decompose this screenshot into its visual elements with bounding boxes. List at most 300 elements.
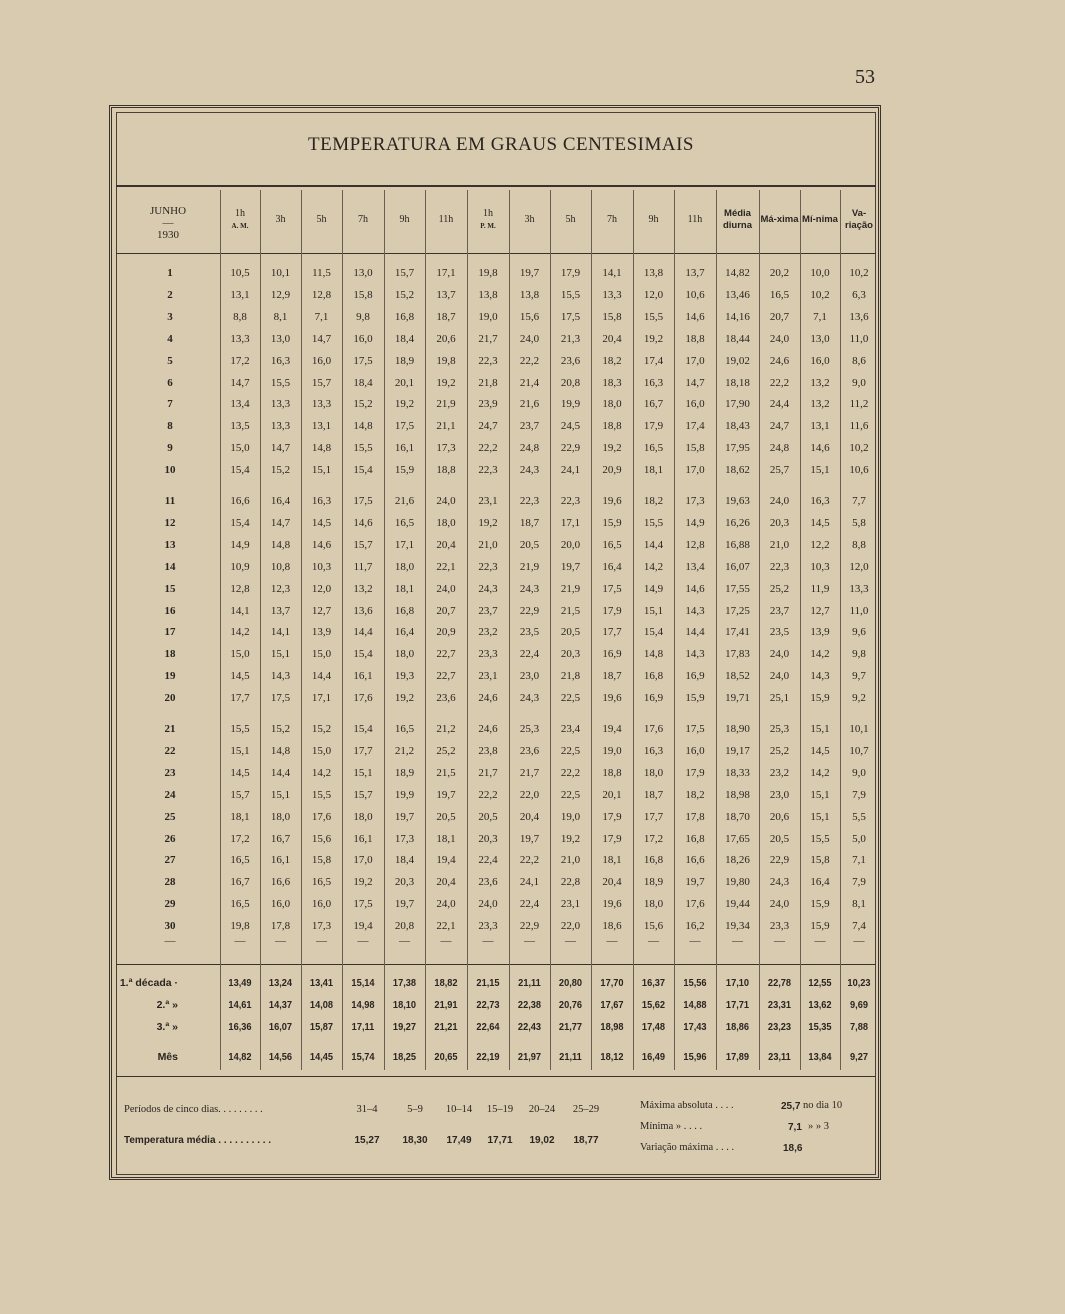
temperature-value: 16,5 (230, 854, 250, 867)
temperature-value: 13,0 (353, 267, 373, 279)
temperature-value: 15,7 (230, 788, 250, 801)
temperature-value: 16,8 (685, 832, 705, 845)
temperature-value: 10,0 (810, 267, 830, 279)
temperature-value: 13,3 (311, 398, 332, 411)
temperature-value: 11,5 (312, 267, 331, 279)
temperature-value: 13,46 (725, 288, 750, 301)
summary-value: 14,37 (268, 999, 293, 1011)
temperature-value: 24,3 (478, 582, 498, 595)
temperature-value: 17,9 (685, 766, 705, 779)
temperature-value: 23,6 (560, 354, 581, 367)
temperature-value: 19,3 (394, 670, 415, 683)
summary-value: 20,80 (558, 977, 583, 989)
temperature-value: 20,3 (560, 648, 581, 661)
temperature-value: 19,6 (602, 898, 622, 911)
temperature-value: 23,6 (519, 744, 540, 757)
temperature-value: 21,8 (478, 376, 498, 389)
temperature-value: 7,9 (852, 876, 866, 889)
temperature-value: 17,5 (353, 354, 373, 367)
dash-mark: — (606, 935, 618, 947)
temperature-value: 14,1 (230, 604, 250, 617)
summary-value: 23,11 (768, 1051, 791, 1063)
temperature-value: 18,7 (643, 788, 664, 801)
temperature-value: 14,7 (685, 376, 705, 389)
temperature-value: 24,0 (769, 670, 790, 683)
day-number: 14 (164, 560, 176, 573)
temperature-value: 9,8 (356, 310, 370, 323)
temperature-value: 18,7 (436, 310, 456, 323)
temperature-mean-label: Temperatura média . . . . . . . . . . (124, 1135, 272, 1146)
temperature-value: 14,6 (685, 310, 705, 323)
temperature-value: 24,0 (436, 898, 456, 911)
temperature-value: 14,4 (270, 766, 291, 779)
temperature-value: 23,7 (769, 604, 790, 617)
temperature-value: 13,5 (230, 420, 250, 433)
summary-value: 21,11 (518, 977, 541, 989)
temperature-value: 20,3 (769, 516, 790, 529)
hour-label: 5h (316, 214, 327, 225)
temperature-value: 9,0 (852, 766, 866, 779)
day-number: 29 (164, 898, 176, 911)
temperature-value: 13,1 (311, 420, 332, 433)
temperature-value: 8,6 (852, 354, 866, 367)
temperature-value: 10,6 (849, 464, 869, 477)
temperature-value: 5,8 (852, 516, 866, 529)
temperature-value: 20,5 (769, 832, 790, 845)
temperature-value: 19,2 (560, 832, 581, 845)
temperature-value: 16,5 (643, 442, 664, 455)
temperature-value: 15,9 (810, 898, 830, 911)
temperature-value: 17,5 (560, 310, 581, 323)
summary-label: 2.ª » (156, 999, 178, 1011)
summary-value: 16,49 (641, 1051, 666, 1063)
temperature-value: 14,8 (311, 442, 332, 455)
temperature-value: 15,1 (810, 810, 830, 823)
temperature-value: 15,1 (311, 464, 332, 477)
temperature-value: 19,7 (519, 267, 540, 279)
temperature-value: 14,6 (311, 538, 332, 551)
temperature-value: 16,6 (270, 876, 291, 889)
temperature-value: 19,7 (436, 788, 456, 801)
temperature-value: 23,9 (478, 398, 498, 411)
temperature-value: 8,8 (852, 538, 866, 551)
temperature-value: 14,5 (230, 766, 250, 779)
temperature-value: 22,4 (478, 854, 498, 867)
temperature-value: 19,9 (560, 398, 581, 411)
temperature-value: 10,7 (849, 744, 869, 757)
temperature-value: 20,0 (560, 538, 581, 551)
temperature-value: 14,6 (810, 442, 830, 455)
dash-mark: — (565, 935, 576, 947)
temperature-value: 22,9 (519, 604, 540, 617)
temperature-value: 13,4 (230, 398, 250, 411)
temperature-value: 14,7 (311, 332, 332, 345)
temperature-value: 15,9 (394, 464, 415, 477)
temperature-value: 17,8 (685, 810, 705, 823)
temperature-value: 18,3 (602, 376, 622, 389)
temperature-value: 17,2 (230, 832, 250, 845)
temperature-value: 21,4 (519, 376, 540, 389)
temperature-value: 14,7 (270, 516, 291, 529)
day-number: 12 (164, 516, 176, 529)
period-label: A. M. (231, 222, 249, 230)
summary-value: 9,27 (850, 1051, 868, 1063)
hour-label: 3h (275, 214, 286, 225)
temperature-value: 21,9 (519, 560, 540, 573)
temperature-value: 23,2 (769, 766, 790, 779)
temperature-value: 14,5 (810, 516, 830, 529)
month-label: JUNHO (149, 205, 187, 217)
temperature-value: 15,9 (602, 516, 622, 529)
summary-value: 20,76 (558, 999, 583, 1011)
day-number: 18 (164, 648, 176, 661)
temperature-value: 16,5 (394, 516, 415, 529)
hour-label: 7h (358, 214, 368, 225)
temperature-value: 22,0 (560, 920, 581, 933)
temperature-value: 15,0 (230, 442, 250, 455)
temperature-value: 15,6 (311, 832, 332, 845)
temperature-value: 23,2 (478, 626, 498, 639)
dash-mark: — (164, 935, 176, 947)
temperature-value: 13,3 (270, 420, 291, 433)
temperature-value: 23,1 (560, 898, 581, 911)
year-label: 1930 (157, 229, 179, 241)
temperature-value: 18,8 (685, 332, 705, 345)
day-number: 24 (164, 788, 176, 801)
temperature-value: 16,7 (643, 398, 664, 411)
hour-header (425, 195, 467, 245)
temperature-value: 19,8 (436, 354, 456, 367)
summary-value: 18,86 (725, 1021, 750, 1033)
day-number: 8 (167, 420, 173, 433)
temperature-value: 22,5 (560, 692, 581, 705)
temperature-value: 16,07 (725, 560, 750, 573)
temperature-value: 12,2 (810, 538, 830, 551)
temperature-value: 18,6 (602, 920, 622, 933)
summary-value: 17,67 (600, 999, 624, 1011)
summary-value: 18,12 (600, 1051, 624, 1063)
temperature-value: 17,7 (353, 744, 373, 757)
temperature-value: 19,2 (394, 692, 415, 705)
temperature-value: 16,7 (230, 876, 250, 889)
summary-value: 20,65 (434, 1051, 458, 1063)
hour-header (591, 195, 633, 245)
temperature-value: 15,4 (353, 723, 373, 735)
temperature-value: 23,7 (478, 604, 498, 617)
temperature-value: 17,5 (394, 420, 415, 433)
temperature-value: 17,6 (643, 723, 664, 735)
temperature-value: 17,25 (725, 604, 750, 617)
temperature-value: 17,90 (725, 398, 750, 411)
summary-label: 1.ª década · (119, 977, 178, 989)
temperature-value: 16,9 (602, 648, 622, 661)
temperature-value: 21,2 (394, 744, 415, 757)
temperature-value: 9,8 (852, 648, 866, 661)
summary-value: 10,23 (847, 977, 871, 989)
summary-value: 12,55 (808, 977, 832, 989)
temperature-value: 13,1 (810, 420, 830, 433)
temperature-value: 19,2 (394, 398, 415, 411)
max-abs-day: no dia 10 (803, 1100, 843, 1111)
temperature-value: 23,5 (519, 626, 540, 639)
temperature-value: 25,3 (769, 723, 790, 735)
temperature-value: 19,7 (394, 898, 415, 911)
temperature-value: 24,7 (769, 420, 790, 433)
temperature-value: 18,1 (643, 464, 664, 477)
temperature-value: 22,2 (560, 766, 581, 779)
temperature-value: 19,4 (602, 723, 622, 735)
temperature-value: 18,0 (394, 560, 415, 573)
temperature-value: 24,5 (560, 420, 581, 433)
temperature-value: 22,4 (519, 648, 540, 661)
temperature-value: 17,9 (560, 267, 581, 279)
temperature-value: 16,8 (394, 310, 415, 323)
temperature-value: 11,9 (810, 582, 830, 595)
temperature-value: 25,2 (769, 744, 790, 757)
summary-value: 22,43 (517, 1021, 542, 1033)
temperature-value: 18,0 (643, 898, 664, 911)
temperature-value: 18,4 (353, 376, 373, 389)
summary-value: 22,19 (476, 1051, 500, 1063)
temperature-value: 12,8 (311, 288, 332, 301)
temperature-value: 10,2 (849, 442, 869, 455)
temperature-value: 16,26 (725, 516, 750, 529)
summary-value: 17,43 (683, 1021, 707, 1033)
temperature-value: 17,2 (643, 832, 664, 845)
temperature-value: 17,1 (436, 267, 456, 279)
temperature-value: 15,7 (353, 538, 373, 551)
temperature-value: 22,2 (478, 442, 498, 455)
day-number: 19 (164, 670, 176, 683)
month-dash: — (162, 217, 174, 229)
temperature-value: 13,0 (810, 332, 830, 345)
temperature-value: 22,7 (436, 648, 456, 661)
day-number: 16 (164, 604, 176, 617)
temperature-value: 21,8 (560, 670, 581, 683)
summary-value: 14,45 (309, 1051, 334, 1063)
period-mean: 18,77 (573, 1135, 599, 1146)
summary-value: 23,31 (767, 999, 792, 1011)
temperature-value: 23,3 (769, 920, 790, 933)
temperature-value: 15,7 (394, 267, 415, 279)
temperature-value: 14,1 (602, 267, 622, 279)
temperature-value: 15,7 (353, 788, 373, 801)
temperature-value: 15,4 (643, 626, 664, 639)
temperature-value: 18,0 (394, 648, 415, 661)
temperature-value: 18,70 (725, 810, 750, 823)
temperature-value: 24,3 (519, 464, 540, 477)
summary-value: 17,10 (725, 977, 750, 989)
temperature-value: 13,0 (270, 332, 291, 345)
temperature-value: 11,2 (849, 398, 869, 411)
temperature-value: 16,5 (394, 723, 415, 735)
temperature-value: 20,4 (602, 876, 622, 889)
temperature-value: 13,6 (849, 310, 869, 323)
temperature-value: 14,1 (270, 626, 291, 639)
stat-header: Mí-nima (802, 214, 838, 225)
temperature-value: 14,3 (685, 604, 705, 617)
temperature-value: 16,2 (685, 920, 705, 933)
temperature-value: 23,6 (478, 876, 498, 889)
summary-value: 7,88 (850, 1021, 868, 1033)
temperature-value: 15,8 (602, 310, 622, 323)
temperature-value: 20,6 (436, 332, 456, 345)
temperature-value: 15,1 (230, 744, 250, 757)
summary-value: 17,48 (641, 1021, 666, 1033)
temperature-value: 16,4 (270, 495, 291, 507)
temperature-value: 12,8 (685, 538, 705, 551)
temperature-value: 15,1 (643, 604, 664, 617)
hour-label: 1h (483, 208, 493, 219)
temperature-value: 16,8 (394, 604, 415, 617)
temperature-value: 13,1 (230, 288, 250, 301)
temperature-value: 23,1 (478, 495, 498, 507)
temperature-value: 12,3 (270, 582, 291, 595)
temperature-value: 15,0 (230, 648, 250, 661)
summary-value: 17,38 (392, 977, 417, 989)
temperature-value: 15,1 (353, 766, 373, 779)
temperature-value: 20,1 (394, 376, 415, 389)
temperature-value: 17,1 (311, 692, 332, 705)
temperature-value: 14,9 (643, 582, 664, 595)
temperature-value: 24,0 (769, 898, 790, 911)
temperature-value: 22,3 (769, 560, 790, 573)
title-rule (116, 185, 876, 187)
day-number: 20 (164, 692, 176, 705)
temperature-value: 20,3 (478, 832, 498, 845)
temperature-value: 19,6 (602, 495, 622, 507)
temperature-value: 17,95 (725, 442, 750, 455)
temperature-value: 19,0 (560, 810, 581, 823)
temperature-value: 15,5 (353, 442, 373, 455)
temperature-value: 21,0 (478, 538, 498, 551)
temperature-value: 10,1 (270, 267, 291, 279)
temperature-value: 19,17 (725, 744, 750, 757)
dash-mark: — (275, 935, 286, 947)
temperature-value: 20,8 (560, 376, 581, 389)
temperature-value: 11,0 (849, 604, 869, 617)
temperature-value: 24,8 (519, 442, 540, 455)
temperature-value: 17,9 (602, 832, 622, 845)
summary-value: 17,70 (600, 977, 624, 989)
temperature-value: 19,7 (519, 832, 540, 845)
temperature-value: 20,5 (478, 810, 498, 823)
temperature-value: 21,1 (436, 420, 456, 433)
summary-value: 14,82 (228, 1051, 252, 1063)
temperature-value: 15,2 (394, 288, 415, 301)
temperature-value: 25,1 (769, 692, 790, 705)
temperature-value: 13,7 (685, 267, 705, 279)
temperature-value: 17,5 (602, 582, 622, 595)
temperature-value: 16,5 (602, 538, 622, 551)
temperature-value: 19,9 (394, 788, 415, 801)
temperature-value: 21,0 (769, 538, 790, 551)
temperature-value: 14,9 (685, 516, 705, 529)
temperature-value: 17,0 (685, 354, 705, 367)
temperature-value: 8,1 (852, 898, 866, 911)
temperature-value: 10,2 (849, 267, 869, 279)
temperature-value: 18,7 (602, 670, 622, 683)
temperature-value: 14,3 (685, 648, 705, 661)
temperature-value: 19,80 (725, 876, 750, 889)
temperature-value: 7,1 (852, 854, 866, 867)
temperature-value: 16,0 (810, 354, 830, 367)
temperature-value: 14,2 (643, 560, 664, 573)
temperature-value: 21,7 (478, 766, 498, 779)
temperature-value: 20,6 (769, 810, 790, 823)
temperature-value: 15,5 (270, 376, 291, 389)
temperature-value: 17,5 (270, 692, 291, 705)
period-range: 20–24 (528, 1104, 556, 1115)
temperature-value: 24,0 (769, 332, 790, 345)
temperature-value: 18,62 (725, 464, 750, 477)
temperature-value: 14,8 (353, 420, 373, 433)
period-range: 10–14 (445, 1104, 473, 1115)
summary-value: 17,11 (351, 1021, 375, 1033)
temperature-value: 21,0 (560, 854, 581, 867)
dash-mark: — (357, 935, 369, 947)
temperature-value: 21,6 (394, 495, 415, 507)
temperature-value: 13,4 (685, 560, 705, 573)
day-number: 30 (164, 920, 176, 933)
temperature-value: 17,55 (725, 582, 750, 595)
temperature-value: 14,7 (270, 442, 291, 455)
temperature-value: 21,6 (519, 398, 540, 411)
temperature-value: 15,8 (685, 442, 705, 455)
temperature-value: 21,9 (560, 582, 581, 595)
summary-value: 21,15 (476, 977, 500, 989)
temperature-value: 15,1 (810, 723, 830, 735)
temperature-value: 22,9 (769, 854, 790, 867)
temperature-value: 16,1 (270, 854, 291, 867)
temperature-value: 16,3 (810, 495, 830, 507)
summary-value: 15,35 (808, 1021, 832, 1033)
temperature-value: 14,4 (353, 626, 373, 639)
temperature-value: 22,3 (478, 354, 498, 367)
temperature-value: 21,9 (436, 398, 456, 411)
temperature-value: 21,5 (436, 766, 456, 779)
period-range: 15–19 (486, 1104, 514, 1115)
day-number: 27 (164, 854, 176, 867)
temperature-value: 15,1 (810, 788, 830, 801)
temperature-value: 7,7 (852, 495, 866, 507)
temperature-value: 17,6 (311, 810, 332, 823)
hour-header (467, 195, 509, 245)
summary-value: 16,36 (228, 1021, 252, 1033)
temperature-value: 17,3 (394, 832, 415, 845)
temperature-value: 22,2 (519, 854, 540, 867)
dash-mark: — (482, 935, 494, 947)
temperature-value: 16,0 (311, 354, 332, 367)
temperature-value: 7,1 (813, 310, 827, 323)
temperature-value: 14,3 (810, 670, 830, 683)
temperature-value: 9,7 (852, 670, 866, 683)
summary-value: 13,41 (309, 977, 334, 989)
temperature-value: 17,5 (353, 495, 373, 507)
summary-value: 22,64 (476, 1021, 500, 1033)
max-abs-label: Máxima absoluta . . . . (640, 1100, 734, 1111)
temperature-value: 22,1 (436, 920, 456, 933)
temperature-value: 18,2 (685, 788, 705, 801)
temperature-value: 16,6 (685, 854, 705, 867)
day-number: 23 (164, 766, 176, 779)
temperature-value: 10,8 (270, 560, 291, 573)
temperature-value: 22,2 (478, 788, 498, 801)
summary-value: 13,84 (808, 1051, 832, 1063)
temperature-value: 17,4 (685, 420, 705, 433)
temperature-value: 18,98 (725, 788, 750, 801)
summary-value: 21,77 (558, 1021, 583, 1033)
